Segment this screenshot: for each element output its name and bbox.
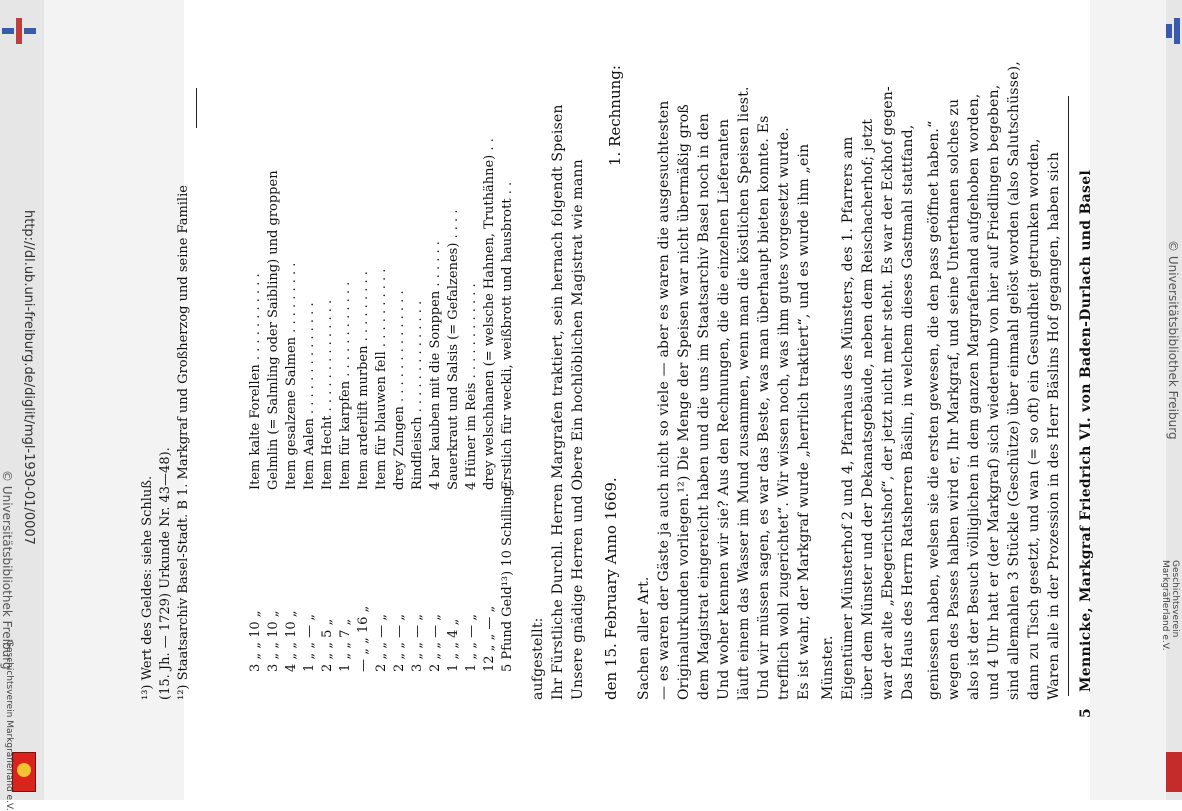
p1-line-6: wegen des Passes halben wird er, Ihr Markgraf, und seine Unterthanen solches zu [946, 98, 962, 700]
p1-line-1: Waren alle in der Prozession in des Herr Bäslins Hof gegangen, haben sich [1046, 151, 1062, 700]
bill-item: Item Hecht . . . . . . . . . . . . . . [320, 299, 335, 490]
bill-amount: 2 „ „ 5 „ [320, 618, 335, 672]
source-url[interactable]: http://dl.ub.uni-freiburg.de/diglit/mgl-1930-01/0007 [21, 210, 36, 545]
bill-item: Item arderlift murben . . . . . . . . . [356, 271, 371, 490]
page-number: 5 [1078, 707, 1094, 718]
p2-line-5: Münster. [820, 635, 836, 700]
p3-line-5: Und woher kennen wir sie? Aus den Rechnungen, die die einzelnen Lieferanten [716, 118, 732, 700]
bill-amount: 3 „ „ 10 „ [248, 610, 263, 672]
p3-line-1: Es ist wahr, der Markgraf wurde „herrlich traktiert“, und es wurde ihm „ein [796, 143, 812, 700]
bill-item: Gelmlin (= Salmling oder Saibling) und groppen [266, 170, 281, 490]
footnote-13: ¹³) Wert des Geldes: siehe Schluß. [140, 475, 155, 700]
p1-line-7: geniessen haben, welsen sie die ersten gewesen, die den pass geöffnet haben.“ [926, 120, 942, 700]
p2-line-4: Eigentümer Münsterhof 2 und 4, Pfarrhaus des Münsters, des 1. Pfarrers am [840, 136, 856, 700]
p4-line-1: Unsere gnädige Herren und Obere Ein hochlöblichen Magistrat wie mann [570, 159, 586, 700]
running-header: Mennicke, Markgraf Friedrich VI. von Baden-Durlach und Basel [1078, 169, 1094, 692]
bill-item: Erstlich für weckli, weißbrott und hausbrott . . [500, 181, 515, 490]
bill-amount: 1 „ „ 7 „ [338, 618, 353, 672]
bill-item: Rindfleisch . . . . . . . . . . . . . . [410, 300, 425, 490]
p2-line-1: Das Haus des Herrn Ratsherren Bäslin, in welchem dieses Gastmahl stattfand, [900, 124, 916, 700]
p3-line-6: dem Magistrat eingereicht haben und die uns im Staatsarchiv Basel noch in den [696, 113, 712, 700]
bill-amount: 1 „ „ 4 „ [446, 618, 461, 672]
bill-amount: 3 „ „ — „ [410, 613, 425, 672]
bill-item: drey welschhanen (= welsche Hahnen, Truthähne) . . [482, 138, 497, 490]
library-logo-icon [2, 18, 36, 44]
right-small-credit-2: Markgräflerland e.V. [1160, 560, 1170, 651]
bill-date: den 15. February Anno 1669. [602, 477, 620, 700]
left-credit: © Universitätsbibliothek Freiburg [0, 470, 14, 670]
bill-amount: 3 „ „ 10 „ [266, 610, 281, 672]
bill-item: 4 Hüner im Reis . . . . . . . . . . . . [464, 283, 479, 490]
p3-line-3: Und wir müssen sagen, es war das Beste, was man überhaupt bieten konnte. Es [756, 115, 772, 700]
bill-item: Item gesalzene Salmen . . . . . . . . . [284, 262, 299, 490]
coat-of-arms-icon-right [1166, 752, 1182, 792]
left-small-credit: Geschichtsverein Markgräflerland e.V. [4, 640, 14, 811]
p2-line-3: über dem Münster und der Dekanatsgebäude, neben dem Reischacherhof; jetzt [860, 118, 876, 700]
p3-line-8: — es waren der Gäste ja auch nicht so viele — aber es waren die ausgesuchtesten [656, 100, 672, 700]
p4-line-2: Ihr Fürstliche Durchl. Herren Margrafen traktiert, sein hernach folgendt Speisen [550, 104, 566, 700]
bill-amount: 1 „ „ — „ [302, 613, 317, 672]
bill-amount: 1 „ „ — „ [464, 613, 479, 672]
bill-item: Sauerkraut und Salsis (= Gefalzenes) . . . . [446, 209, 461, 490]
bill-amount: 2 „ „ — „ [392, 613, 407, 672]
right-margin-band [1090, 0, 1166, 800]
p4-line-3: aufgestellt: [530, 617, 546, 700]
header-rule [1068, 96, 1069, 696]
right-credit: © Universitätsbibliothek Freiburg [1166, 240, 1180, 440]
bill-amount: 5 Pfund Geld¹³) 10 Schilling [500, 488, 515, 672]
bill-amount: — „ „ 16 „ [356, 605, 371, 672]
p2-line-2: war der alte „Ebegerichtshof“, der jetzt nicht mehr steht. Es war der Eckhof gegen- [880, 86, 896, 700]
bill-item: Item für blauwen fell . . . . . . . . . . [374, 268, 389, 490]
bill-amount: 4 „ „ 10 „ [284, 610, 299, 672]
bill-item: 4 bar kauben mit die Sonppen . . . . . . [428, 241, 443, 490]
p1-line-2: dann zu Tisch gesetzt, und wan (= so oft) ein Gesundheit getrunken worden, [1026, 138, 1042, 700]
section-heading: 1. Rechnung: [606, 65, 624, 166]
bill-item: Item kalte Forellen . . . . . . . . . . . [248, 273, 263, 490]
bill-item: Item Aalen . . . . . . . . . . . . . . [302, 302, 317, 490]
p3-line-2: trefflich wohl zugerichtet“. Wir wissen noch, was ihm gutes vorgesetzt wurde. [776, 127, 792, 700]
bill-item: drey Zungen . . . . . . . . . . . . . . [392, 290, 407, 490]
p3-line-4: läuft einem das Wasser im Mund zusammen, wenn man die köstlichen Speisen liest. [736, 86, 752, 700]
p3-line-9: Sachen aller Art. [636, 576, 652, 700]
p1-line-5: also ist der Besuch völliglichen in dem ganzen Margrafenland aufgehoben worden, [966, 93, 982, 700]
bill-item: Item für karpfen . . . . . . . . . . . . [338, 281, 353, 490]
p3-line-7: Originalurkunden vorliegen.¹²) Die Menge der Speisen war nicht übermäßig groß [676, 104, 692, 700]
bill-amount: 2 „ „ — „ [428, 613, 443, 672]
footnote-rule [196, 88, 197, 128]
bill-amount: 2 „ „ — „ [374, 613, 389, 672]
p1-line-4: und 4 Uhr hatt er (der Markgraf) sich wiederumb von hier auf Friedlingen begeben, [986, 84, 1002, 700]
library-logo-icon-right [1166, 18, 1182, 44]
coat-of-arms-icon [12, 752, 36, 792]
right-small-credit-1: Geschichtsverein [1170, 560, 1180, 638]
bill-amount: 12 „ „ — „ [482, 605, 497, 672]
footnote-12: ¹²) Staatsarchiv Basel-Stadt. B 1. Markgraf und Großherzog und seine Familie [176, 185, 191, 700]
footnote-12-cont: (15. Jh. — 1729) Urkunde Nr. 43—48). [158, 447, 173, 700]
p1-line-3: sind allemahlen 3 Stückle (Geschütze) über einmahl gelöst worden (also Salutschüsse), [1006, 61, 1022, 700]
